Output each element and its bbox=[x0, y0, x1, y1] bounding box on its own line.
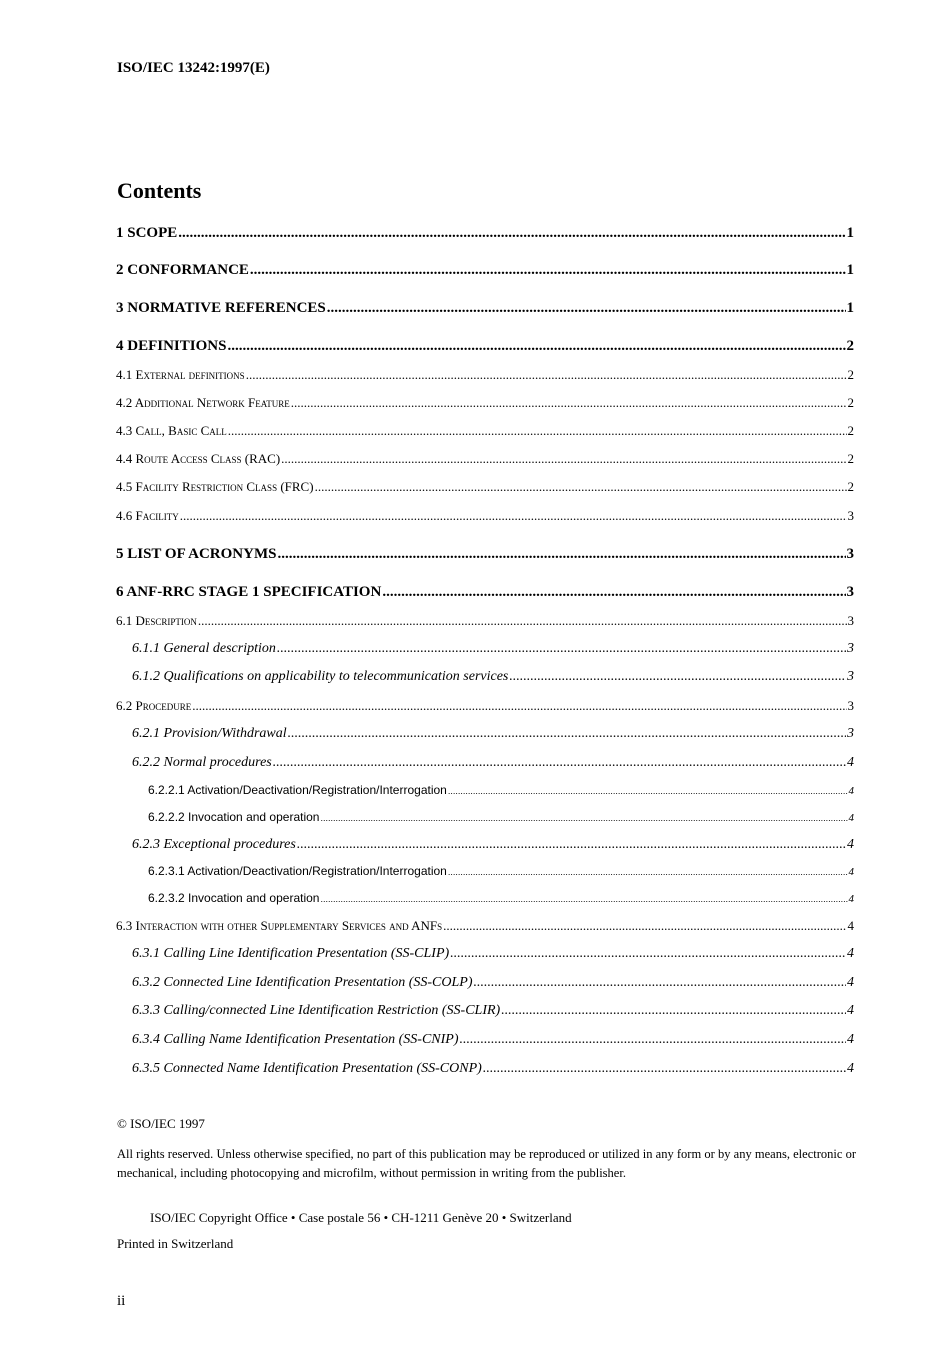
toc-leader-dots bbox=[320, 813, 847, 823]
toc-leader-dots bbox=[227, 338, 845, 355]
toc-entry[interactable] bbox=[116, 451, 854, 469]
toc-entry-label: 4.4 Route Access Class (RAC) bbox=[116, 451, 281, 466]
toc-entry[interactable] bbox=[116, 918, 854, 936]
toc-entry-label: 6.1.1 General description bbox=[132, 641, 276, 656]
toc-entry-label: 6.1 Description bbox=[116, 613, 197, 628]
toc-leader-dots bbox=[288, 726, 846, 742]
toc-entry-page: 2 bbox=[847, 423, 854, 438]
toc-entry[interactable] bbox=[132, 1061, 854, 1079]
toc-leader-dots bbox=[192, 698, 846, 714]
toc-entry-page: 3 bbox=[847, 508, 854, 523]
toc-entry-label: 6.2.2 Normal procedures bbox=[132, 755, 272, 770]
toc-entry-page: 2 bbox=[847, 451, 854, 466]
toc-entry-page: 3 bbox=[847, 698, 854, 713]
toc-entry-label: 4.3 Call, Basic Call bbox=[116, 423, 227, 438]
toc-leader-dots bbox=[250, 262, 846, 279]
toc-entry[interactable] bbox=[148, 783, 854, 799]
toc-leader-dots bbox=[448, 786, 848, 796]
toc-entry-page: 4 bbox=[847, 918, 854, 933]
toc-entry[interactable] bbox=[116, 508, 854, 526]
toc-leader-dots bbox=[382, 584, 845, 601]
toc-leader-dots bbox=[277, 546, 845, 563]
toc-entry-page: 1 bbox=[846, 225, 854, 241]
toc-entry-page: 4 bbox=[847, 946, 854, 961]
toc-entry[interactable] bbox=[132, 1032, 854, 1050]
toc-entry-label: 6.2.2.1 Activation/Deactivation/Registration/Interrogation bbox=[148, 783, 447, 797]
toc-entry-page: 1 bbox=[846, 262, 854, 278]
toc-entry-label: 6.2.3 Exceptional procedures bbox=[132, 837, 296, 852]
toc-entry-page: 4 bbox=[848, 866, 854, 878]
toc-entry-label: 6.2.2.2 Invocation and operation bbox=[148, 810, 320, 824]
toc-entry[interactable] bbox=[132, 641, 854, 659]
toc-entry[interactable] bbox=[116, 698, 854, 716]
toc-entry[interactable] bbox=[132, 726, 854, 744]
toc-leader-dots bbox=[297, 837, 846, 853]
toc-entry[interactable] bbox=[148, 864, 854, 880]
toc-leader-dots bbox=[246, 367, 847, 383]
toc-entry-label: 4.5 Facility Restriction Class (FRC) bbox=[116, 479, 314, 494]
toc-entry-page: 3 bbox=[847, 641, 854, 656]
toc-entry[interactable] bbox=[116, 613, 854, 631]
toc-entry[interactable] bbox=[116, 584, 854, 604]
toc-entry-page: 4 bbox=[847, 1032, 854, 1047]
toc-leader-dots bbox=[291, 395, 847, 411]
copyright-office-address: ISO/IEC Copyright Office • Case postale 56 • CH-1211 Genève 20 • Switzerland bbox=[150, 1210, 572, 1225]
toc-leader-dots bbox=[501, 1003, 846, 1019]
toc-entry-label: 6.1.2 Qualifications on applicability to telecommunication services bbox=[132, 669, 509, 684]
toc-entry[interactable] bbox=[116, 479, 854, 497]
toc-entry[interactable] bbox=[148, 891, 854, 907]
toc-entry-page: 3 bbox=[846, 546, 854, 562]
toc-entry-page: 2 bbox=[847, 479, 854, 494]
toc-entry[interactable] bbox=[132, 755, 854, 773]
toc-entry-label: 6.2.3.2 Invocation and operation bbox=[148, 891, 320, 905]
toc-leader-dots bbox=[315, 479, 847, 495]
printed-in: Printed in Switzerland bbox=[117, 1236, 234, 1251]
toc-entry-page: 3 bbox=[846, 584, 854, 600]
toc-leader-dots bbox=[180, 508, 847, 524]
toc-entry-page: 4 bbox=[847, 837, 854, 852]
page-number: ii bbox=[117, 1293, 126, 1309]
toc-entry-label: 2 CONFORMANCE bbox=[116, 262, 249, 278]
toc-leader-dots bbox=[443, 918, 846, 934]
toc-entry-page: 4 bbox=[848, 812, 854, 824]
toc-leader-dots bbox=[448, 867, 848, 877]
toc-entry[interactable] bbox=[132, 1003, 854, 1021]
toc-leader-dots bbox=[320, 894, 847, 904]
toc-entry-label: 6 ANF-RRC STAGE 1 SPECIFICATION bbox=[116, 584, 382, 600]
toc-leader-dots bbox=[509, 669, 846, 685]
toc-entry-page: 3 bbox=[847, 613, 854, 628]
toc-leader-dots bbox=[273, 755, 846, 771]
toc-leader-dots bbox=[473, 975, 846, 991]
toc-entry-page: 4 bbox=[847, 1003, 854, 1018]
toc-entry-page: 2 bbox=[847, 367, 854, 382]
rights-statement: All rights reserved. Unless otherwise specified, no part of this publication may be reproduced or utilized in any form or by any means, electronic or mechanical, including photocopying and microfilm, without permission in writing from the publisher. bbox=[117, 1147, 856, 1180]
toc-entry-page: 4 bbox=[847, 975, 854, 990]
toc-leader-dots bbox=[228, 423, 847, 439]
toc-leader-dots bbox=[483, 1061, 846, 1077]
toc-entry-label: 6.3.2 Connected Line Identification Presentation (SS-COLP) bbox=[132, 975, 473, 990]
toc-entry[interactable] bbox=[116, 423, 854, 441]
document-id: ISO/IEC 13242:1997(E) bbox=[117, 60, 270, 76]
toc-leader-dots bbox=[277, 641, 846, 657]
toc-entry-label: 6.3.1 Calling Line Identification Presentation (SS-CLIP) bbox=[132, 946, 450, 961]
toc-entry[interactable] bbox=[132, 669, 854, 687]
toc-entry[interactable] bbox=[116, 395, 854, 413]
toc-entry-label: 4 DEFINITIONS bbox=[116, 338, 227, 354]
toc-entry[interactable] bbox=[148, 810, 854, 826]
toc-entry[interactable] bbox=[116, 546, 854, 566]
toc-entry-label: 4.2 Additional Network Feature bbox=[116, 395, 290, 410]
toc-leader-dots bbox=[178, 225, 845, 242]
toc-entry-label: 5 LIST OF ACRONYMS bbox=[116, 546, 277, 562]
toc-entry-page: 3 bbox=[847, 669, 854, 684]
toc-entry-label: 6.3 Interaction with other Supplementary Services and ANFs bbox=[116, 918, 443, 933]
toc-entry[interactable] bbox=[116, 262, 854, 282]
toc-entry-label: 1 SCOPE bbox=[116, 225, 178, 241]
copyright-line: © ISO/IEC 1997 bbox=[117, 1116, 205, 1131]
toc-entry-page: 4 bbox=[847, 1061, 854, 1076]
toc-entry[interactable] bbox=[116, 367, 854, 385]
toc-entry-page: 1 bbox=[846, 300, 854, 316]
toc-entry[interactable] bbox=[116, 225, 854, 245]
toc-entry-label: 4.6 Facility bbox=[116, 508, 179, 523]
toc-entry-page: 4 bbox=[848, 893, 854, 905]
toc-entry-label: 3 NORMATIVE REFERENCES bbox=[116, 300, 326, 316]
toc-leader-dots bbox=[460, 1032, 847, 1048]
toc-entry[interactable] bbox=[132, 946, 854, 964]
toc-leader-dots bbox=[198, 613, 847, 629]
toc-entry-label: 4.1 External definitions bbox=[116, 367, 245, 382]
toc-entry-page: 3 bbox=[847, 726, 854, 741]
toc-leader-dots bbox=[327, 300, 846, 317]
toc-entry-label: 6.3.4 Calling Name Identification Presentation (SS-CNIP) bbox=[132, 1032, 459, 1047]
toc-entry[interactable] bbox=[132, 975, 854, 993]
toc-entry-page: 4 bbox=[848, 785, 854, 797]
toc-entry-label: 6.3.3 Calling/connected Line Identification Restriction (SS-CLIR) bbox=[132, 1003, 501, 1018]
toc-leader-dots bbox=[281, 451, 846, 467]
toc-entry-label: 6.2 Procedure bbox=[116, 698, 192, 713]
toc-entry[interactable] bbox=[116, 338, 854, 358]
toc-entry-page: 2 bbox=[847, 395, 854, 410]
toc-entry[interactable] bbox=[132, 837, 854, 855]
toc-entry[interactable] bbox=[116, 300, 854, 320]
toc-entry-label: 6.2.1 Provision/Withdrawal bbox=[132, 726, 287, 741]
contents-heading: Contents bbox=[117, 178, 202, 203]
toc-leader-dots bbox=[450, 946, 846, 962]
toc-entry-label: 6.2.3.1 Activation/Deactivation/Registration/Interrogation bbox=[148, 864, 447, 878]
toc-entry-page: 2 bbox=[846, 338, 854, 354]
toc-entry-label: 6.3.5 Connected Name Identification Presentation (SS-CONP) bbox=[132, 1061, 482, 1076]
toc-entry-page: 4 bbox=[847, 755, 854, 770]
